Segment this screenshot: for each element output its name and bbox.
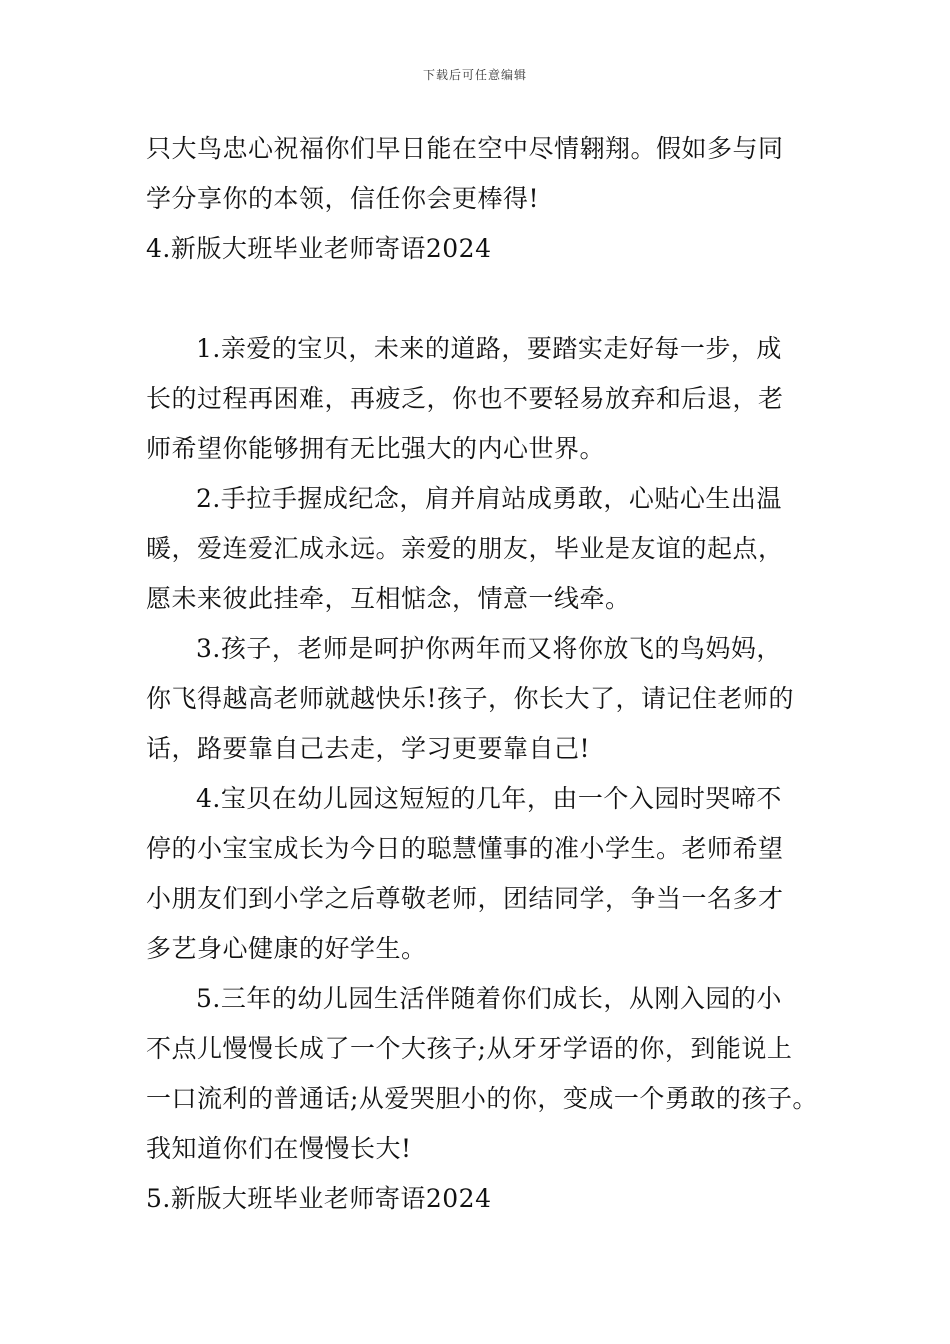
text-line: 只大鸟忠心祝福你们早日能在空中尽情翱翔。假如多与同 xyxy=(146,134,784,163)
header-note: 下载后可任意编辑 xyxy=(422,68,527,82)
text-line: 小朋友们到小学之后尊敬老师，团结同学，争当一名多才 xyxy=(146,884,784,913)
text-line: 我知道你们在慢慢长大! xyxy=(146,1134,412,1163)
section-heading: 4.新版大班毕业老师寄语2024 xyxy=(146,234,492,263)
text-line: 3.孩子，老师是呵护你两年而又将你放飞的鸟妈妈， xyxy=(196,634,782,663)
text-line: 长的过程再困难，再疲乏，你也不要轻易放弃和后退，老 xyxy=(146,384,784,413)
text-line: 话，路要靠自己去走，学习更要靠自己! xyxy=(146,734,591,763)
text-line: 暖，爱连爱汇成永远。亲爱的朋友，毕业是友谊的起点， xyxy=(146,534,784,563)
text-line: 停的小宝宝成长为今日的聪慧懂事的准小学生。老师希望 xyxy=(146,834,784,863)
section-heading: 5.新版大班毕业老师寄语2024 xyxy=(146,1184,492,1213)
text-line: 师希望你能够拥有无比强大的内心世界。 xyxy=(146,434,606,463)
text-line: 你飞得越高老师就越快乐!孩子，你长大了，请记住老师的 xyxy=(146,684,795,713)
text-line: 不点儿慢慢长成了一个大孩子;从牙牙学语的你，到能说上 xyxy=(146,1034,793,1063)
text-line: 1.亲爱的宝贝，未来的道路，要踏实走好每一步，成 xyxy=(196,334,782,363)
text-line: 多艺身心健康的好学生。 xyxy=(146,934,427,963)
text-line: 学分享你的本领，信任你会更棒得! xyxy=(146,184,540,213)
text-line: 5.三年的幼儿园生活伴随着你们成长，从刚入园的小 xyxy=(196,984,782,1013)
text-line: 2.手拉手握成纪念，肩并肩站成勇敢，心贴心生出温 xyxy=(196,484,782,513)
text-line: 一口流利的普通话;从爱哭胆小的你，变成一个勇敢的孩子。 xyxy=(146,1084,818,1113)
text-line: 4.宝贝在幼儿园这短短的几年，由一个入园时哭啼不 xyxy=(196,784,782,813)
text-line: 愿未来彼此挂牵，互相惦念，情意一线牵。 xyxy=(146,584,631,613)
